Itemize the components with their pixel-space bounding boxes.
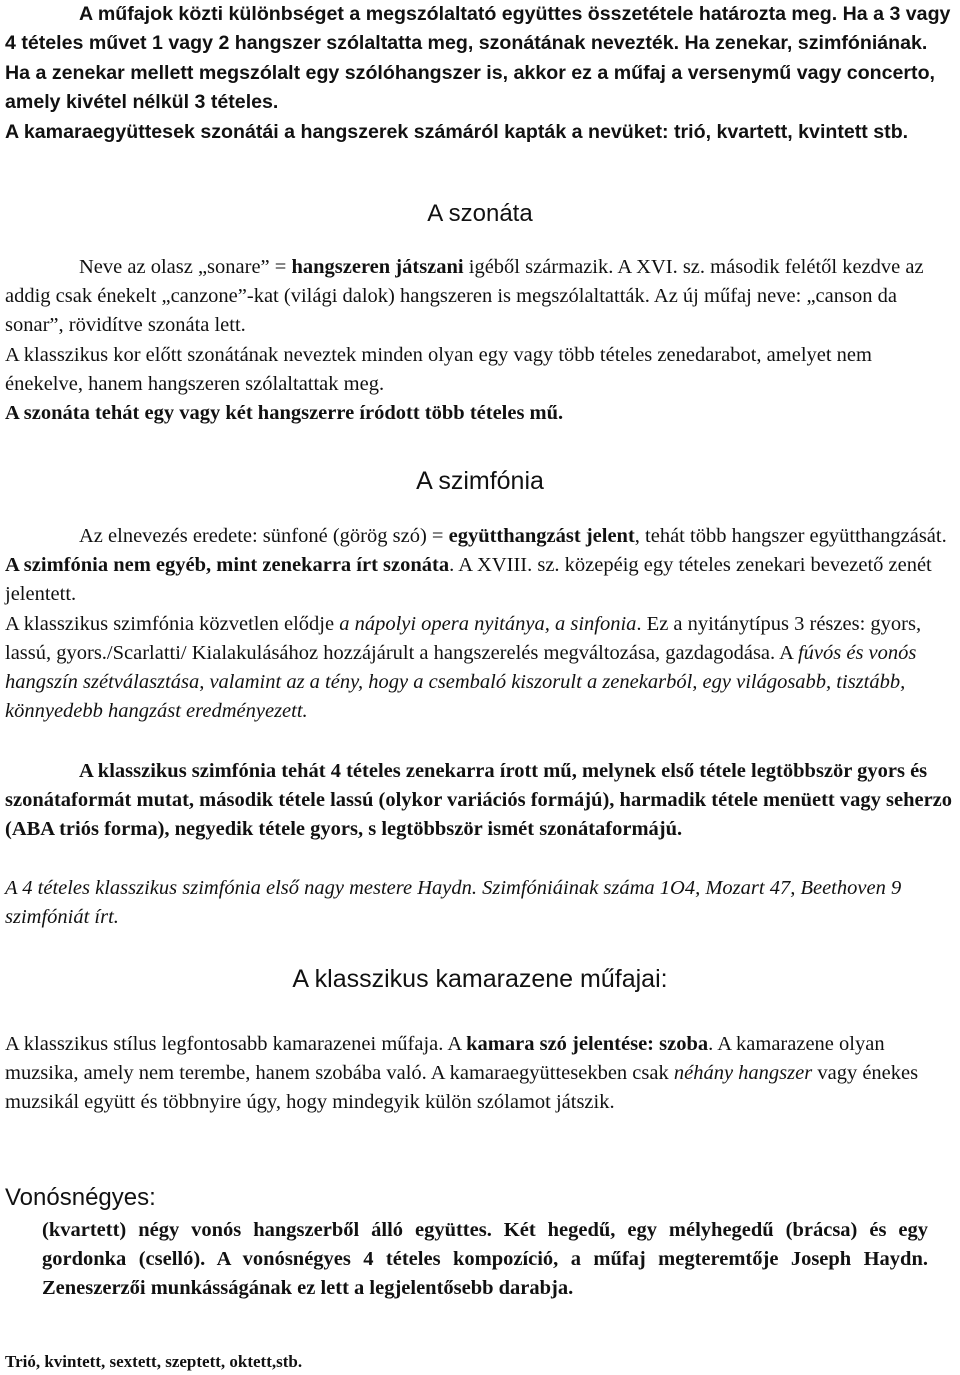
section-title-kamarazene: A klasszikus kamarazene műfajai: [292, 965, 668, 993]
szimfonia-text-2: , tehát több hangszer együtthangzását. [634, 525, 947, 547]
kamarazene-bold: kamara szó jelentése: szoba [466, 1033, 709, 1055]
kamarazene-text-2: . A kamarazene olyan muzsika, amely nem terembe, hanem szobába való. A kamaraegyüttesekben csak [5, 1033, 885, 1085]
intro-text: A műfajok közti különbséget a megszólaltató együttes összetétele határozta meg. Ha a 3 vagy 4 tételes művet 1 vagy 2 hangszer szólaltatta meg, szonátának nevezték. Ha zenekar, szimfóniának. Ha a zenekar mellett megszólalt egy szólóhangszer is, akkor ez a műfaj a versenymű vagy concerto, amely kivétel nélkül 3 tételes. [5, 3, 951, 114]
szimfonia-italic-2: fúvós és vonós hangszín szétválasztása, valamint az a tény, hogy a csembaló kiszorult a zenekarból, egy világosabb, tisztább, könnyedebb hangzást eredményezett. [5, 641, 917, 723]
szimfonia-text-5: . Ez a nyitánytípus 3 részes: gyors, lassú, gyors./Scarlatti/ Kialakulásához hozzájárult a hangszerelés megváltozása, gazdagodása. A [5, 612, 922, 664]
trio-list: Trió, kvintett, sextett, szeptett, oktett,stb. [5, 1352, 303, 1371]
kamarazene-italic: néhány hangszer [673, 1062, 813, 1085]
section-title-vonosnegyes: Vonósnégyes: [5, 1184, 156, 1211]
szimfonia-text-1: Az elnevezés eredete: sünfoné (görög szó) = [79, 525, 449, 547]
kamarazene-text-1: A klasszikus stílus legfontosabb kamarazenei műfaja. A [5, 1033, 467, 1055]
szimfonia-paragraph [5, 522, 954, 726]
szonata-text-1: Neve az olasz „sonare” = [79, 256, 292, 278]
intro-block [5, 0, 954, 147]
szonata-paragraph [5, 253, 954, 428]
szimfonia-bold-2: A szimfónia nem egyéb, mint zenekarra írt szonáta [5, 554, 450, 577]
szonata-bold-1: hangszeren játszani [291, 256, 464, 278]
szonata-summary: A szonáta tehát egy vagy két hangszerre íródott több tételes mű. [5, 402, 564, 425]
klasszikus-szimfonia-text: A klasszikus szimfónia tehát 4 tételes zenekarra írott mű, melynek első tétele legtöbbször gyors és szonátaformát mutat, második tétele lassú (olykor variációs formájú), harmadik tétele menüett vagy seherzo (ABA triós forma), negyedik tétele gyors, s legtöbbször ismét szonátaformájú. [5, 760, 953, 841]
intro-text-2: A kamaraegyüttesek szonátái a hangszerek számáról kapták a nevüket: trió, kvartett, kvintett stb. [5, 120, 909, 143]
section-title-szonata: A szonáta [427, 200, 533, 227]
haydn-paragraph: A 4 tételes klasszikus szimfónia első nagy mestere Haydn. Szimfóniáinak száma 1O4, Mozart 47, Beethoven 9 szimfóniát írt. [5, 877, 902, 929]
vonosnegyes-paragraph: (kvartett) négy vonós hangszerből álló együttes. Két hegedű, egy mélyhegedű (brácsa) és egy gordonka (cselló). A vonósnégyes 4 tételes kompozíció, a műfaj megteremtője Joseph Haydn. Zeneszerzői munkásságának ez lett a legjelentősebb darabja. [42, 1219, 928, 1300]
kamarazene-text-3: vagy énekes muzsikál együtt és többnyire úgy, hogy mindegyik külön szólamot játszik. [5, 1062, 919, 1114]
section-title-szimfonia: A szimfónia [416, 467, 544, 495]
szonata-text-2: igéből származik. A XVI. sz. második felétől kezdve az addig csak énekelt „canzone”-kat (világi dalok) hangszeren is megszólaltatták. Az új műfaj neve: „canson da sonar”, rövidítve szonáta lett. [5, 256, 924, 337]
kamarazene-paragraph [5, 1030, 954, 1118]
szimfonia-text-3: . A XVIII. sz. közepéig egy tételes zenekari bevezető zenét jelentett. [5, 554, 932, 606]
szimfonia-text-4: A klasszikus szimfónia közvetlen elődje [5, 612, 340, 635]
szimfonia-bold-1: együtthangzást jelent [448, 525, 635, 547]
szimfonia-italic-1: a nápolyi opera nyitánya, a sinfonia [339, 612, 637, 635]
szonata-text-3: A klasszikus kor előtt szonátának neveztek minden olyan egy vagy több tételes zenedarabot, amelyet nem énekelve, hanem hangszeren szólaltattak meg. [5, 343, 872, 395]
klasszikus-szimfonia-paragraph [5, 757, 954, 845]
